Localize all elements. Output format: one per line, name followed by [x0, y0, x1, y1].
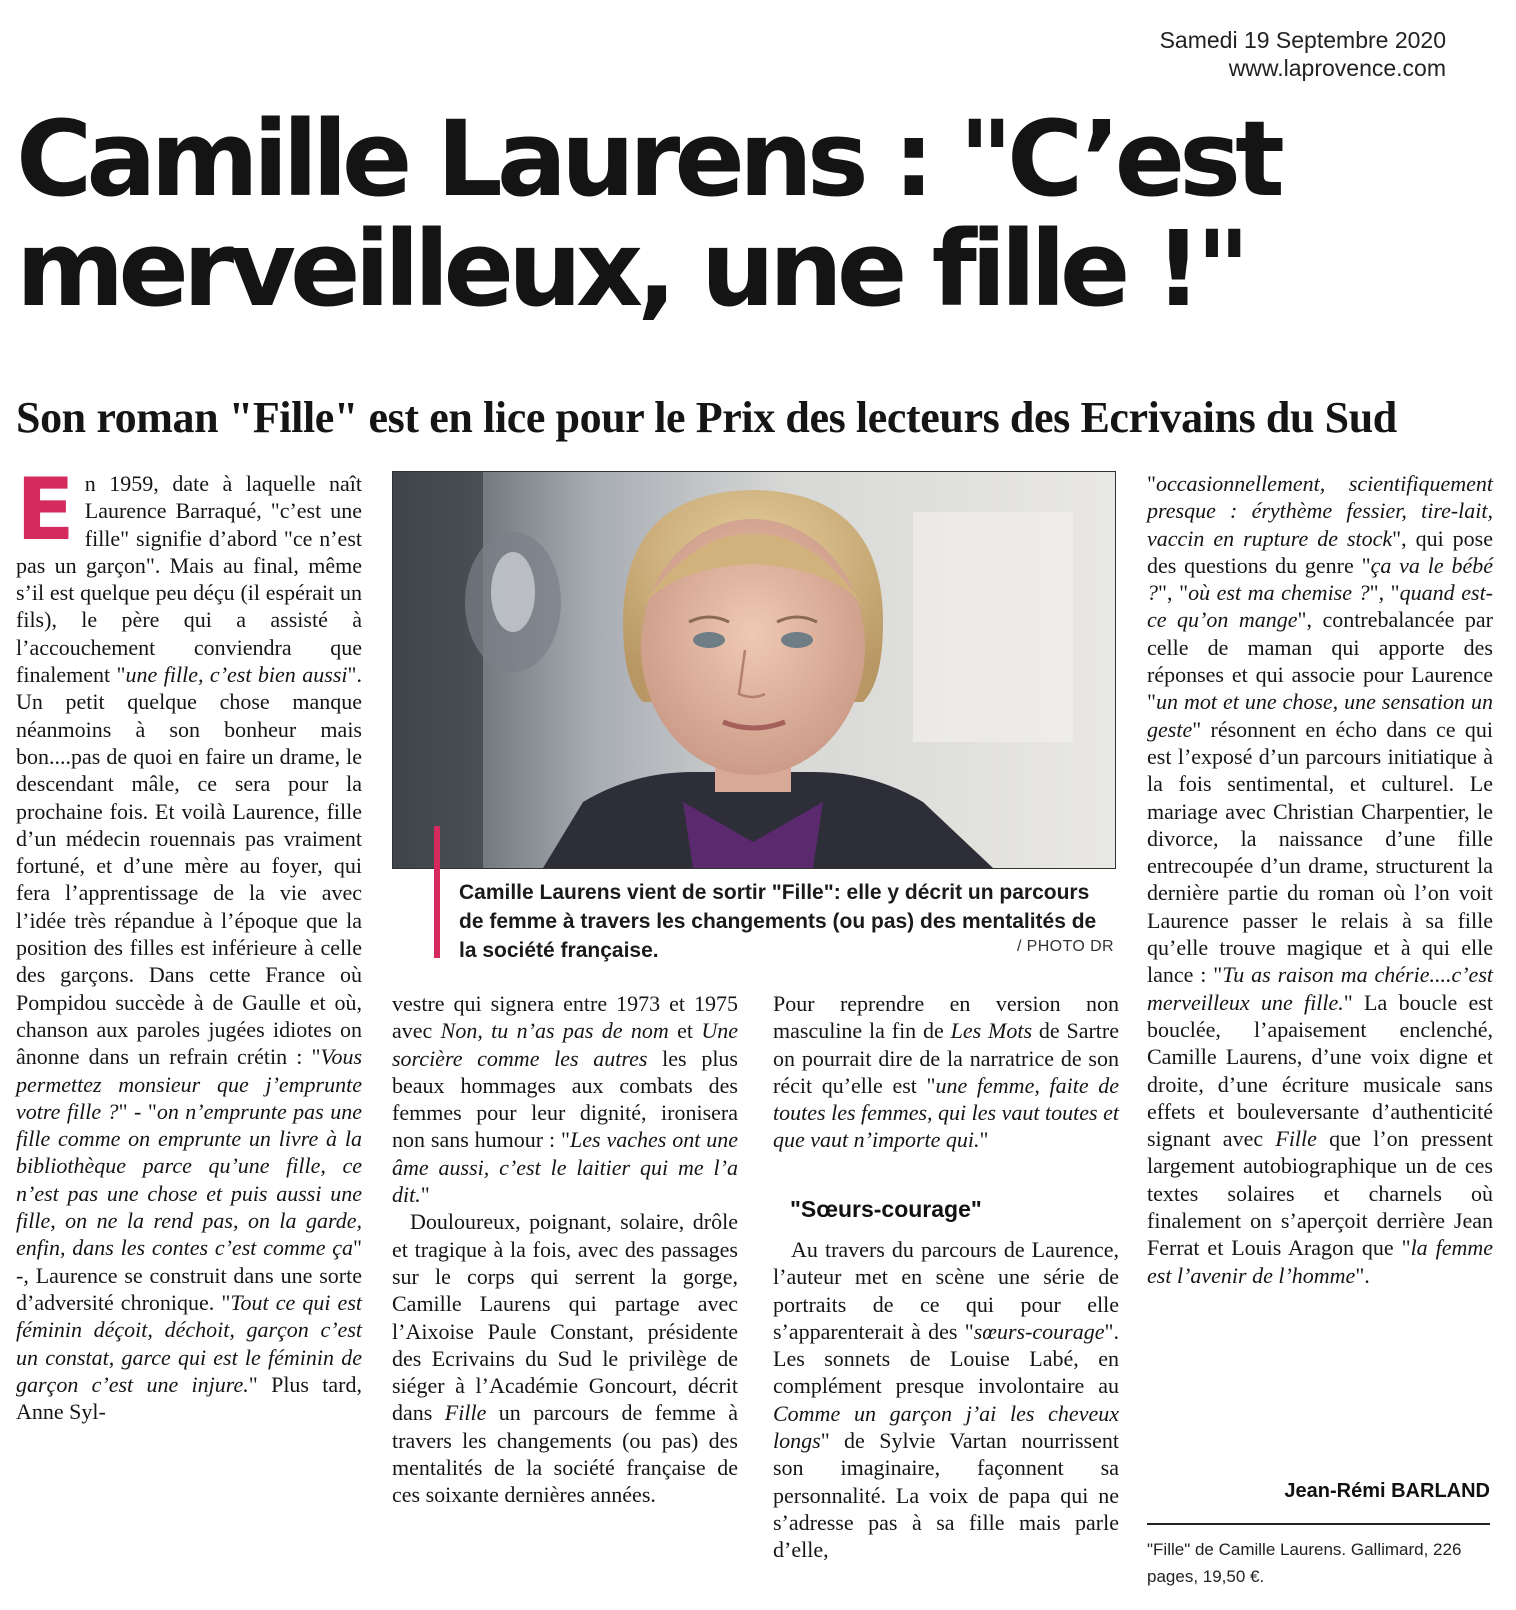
publication-website: www.laprovence.com: [1228, 55, 1446, 81]
author-last-name: BARLAND: [1391, 1480, 1490, 1502]
author-byline: [1284, 1480, 1490, 1503]
article-headline: [16, 98, 1496, 330]
drop-cap: E: [16, 460, 75, 560]
caption-accent-bar: [434, 826, 440, 958]
paragraph: Pour reprendre en version non masculine la fin de Les Mots de Sartre on pourrait dire de la narratrice de son récit qu’elle est "une femme, faite de toutes les femmes, qui les vaut toutes et que vaut n’importe qui.": [773, 991, 1119, 1153]
photo-caption: Camille Laurens vient de sortir "Fille": elle y décrit un parcours de femme à travers les changements (ou pas) des mentalités de la société française.: [459, 881, 1097, 962]
paragraph: Douloureux, poignant, solaire, drôle et tragique à la fois, avec des passages sur le corps qui serrent la gorge, Camille Laurens qui partage avec l’Aixoise Paule Constant, présidente des Ecrivains du Sud le privilège de siéger à l’Académie Goncourt, décrit dans Fille un parcours de femme à travers les changements (ou pas) des mentalités de la société française de ces soixante dernières années.: [392, 1209, 739, 1508]
portrait-image: [393, 472, 1115, 868]
publication-meta: [1160, 26, 1446, 82]
paragraph: "occasionnellement, scientifiquement presque : érythème fessier, tire-lait, vaccin en rupture de stock", qui pose des questions du genre "ça va le bébé ?", "où est ma chemise ?", "quand est-ce qu’on mange", contrebalancée par celle de maman qui apporte des réponses et qui associe pour Laurence "un mot et une chose, une sensation un geste" résonnent en écho dans ce qui est l’exposé d’un parcours initiatique à la fois sentimental, et culturel. Le mariage avec Christian Charpentier, le divorce, la naissance d’une fille entrecoupée d’un drame, structurent la dernière partie du roman où l’on voit Laurence passer le relais à sa fille qu’elle trouve magique et à qui elle lance : "Tu as raison ma chérie....c’est merveilleux une fille." La boucle est bouclée, l’apaisement enclenché, Camille Laurens, d’une voix digne et droite, d’une écriture musicale sans effets et bouleversante d’authenticité signant avec Fille que l’on pressent largement autobiographique un de ces textes solaires et charnels où finalement on s’aperçoit derrière Jean Ferrat et Louis Aragon que "la femme est l’avenir de l’homme".: [1147, 471, 1494, 1288]
article-column-2: [392, 990, 738, 1509]
divider: [1147, 1523, 1490, 1525]
author-photo: [392, 471, 1116, 869]
photo-credit: / PHOTO DR: [1016, 938, 1114, 955]
paragraph: Au travers du parcours de Laurence, l’auteur met en scène une série de portraits de ce qui pour elle s’apparenterait à des "sœurs-courage". Les sonnets de Louise Labé, en complément presque involontaire au Comme un garçon j’ai les cheveux longs" de Sylvie Vartan nourrissent son imaginaire, façonnent sa personnalité. La voix de papa qui ne s’adresse pas à sa fille mais parle d’elle,: [773, 1237, 1119, 1563]
article-column-4: [1147, 470, 1493, 1289]
article-column-1: [16, 460, 363, 1425]
section-heading: "Sœurs-courage": [790, 1196, 982, 1222]
article-subheadline: Son roman "Fille" est en lice pour le Prix des lecteurs des Ecrivains du Sud: [16, 393, 1397, 442]
paragraph: En 1959, date à laquelle naît Laurence Barraqué, "c’est une fille" signifie d’abord "ce n’est pas un garçon". Mais au final, même s’il est quelque peu déçu (il espérait un fils), le père qui a assisté à l’accouchement conviendra que finalement "une fille, c’est bien aussi". Un petit quelque chose manque néanmoins à son bonheur mais bon....pas de quoi en faire un drame, le descendant mâle, ce sera pour la prochaine fois. Et voilà Laurence, fille d’un médecin rouennais pas vraiment fortuné, et d’une mère au foyer, qui fera l’apprentissage de la vie avec l’idée très répandue à l’époque que la position des filles est inférieure à celle des garçons. Dans cette France où Pompidou succède à de Gaulle et où, chanson aux paroles jugées idiotes on ânonne dans un refrain crétin : "Vous permettez monsieur que j’emprunte votre fille ?" - "on n’emprunte pas une fille comme on emprunte un livre à la bibliothèque parce qu’une fille, ce n’est pas une chose et puis aussi une fille, on ne la rend pas, on la garde, enfin, dans les contes c’est comme ça" -, Laurence se construit dans une sorte d’adversité chronique. "Tout ce qui est féminin déçoit, déchoit, garçon c’est un constat, garce qui est le féminin de garçon c’est une injure." Plus tard, Anne Syl-: [16, 460, 363, 1425]
headline-line-2: merveilleux, une fille !": [16, 208, 1245, 330]
publication-date: Samedi 19 Septembre 2020: [1159, 27, 1446, 53]
paragraph: vestre qui signera entre 1973 et 1975 avec Non, tu n’as pas de nom et Une sorcière comme les autres les plus beaux hommages aux combats des femmes pour leur dignité, ironisera non sans humour : "Les vaches ont une âme aussi, c’est le laitier qui me l’a dit.": [392, 991, 739, 1208]
author-first-name: Jean-Rémi: [1284, 1480, 1386, 1502]
book-reference: "Fille" de Camille Laurens. Gallimard, 226 pages, 19,50 €.: [1147, 1540, 1462, 1586]
headline-line-1: Camille Laurens : "C’est: [16, 98, 1279, 220]
article-column-3-continued: [773, 1236, 1119, 1564]
article-column-3: [773, 990, 1119, 1154]
